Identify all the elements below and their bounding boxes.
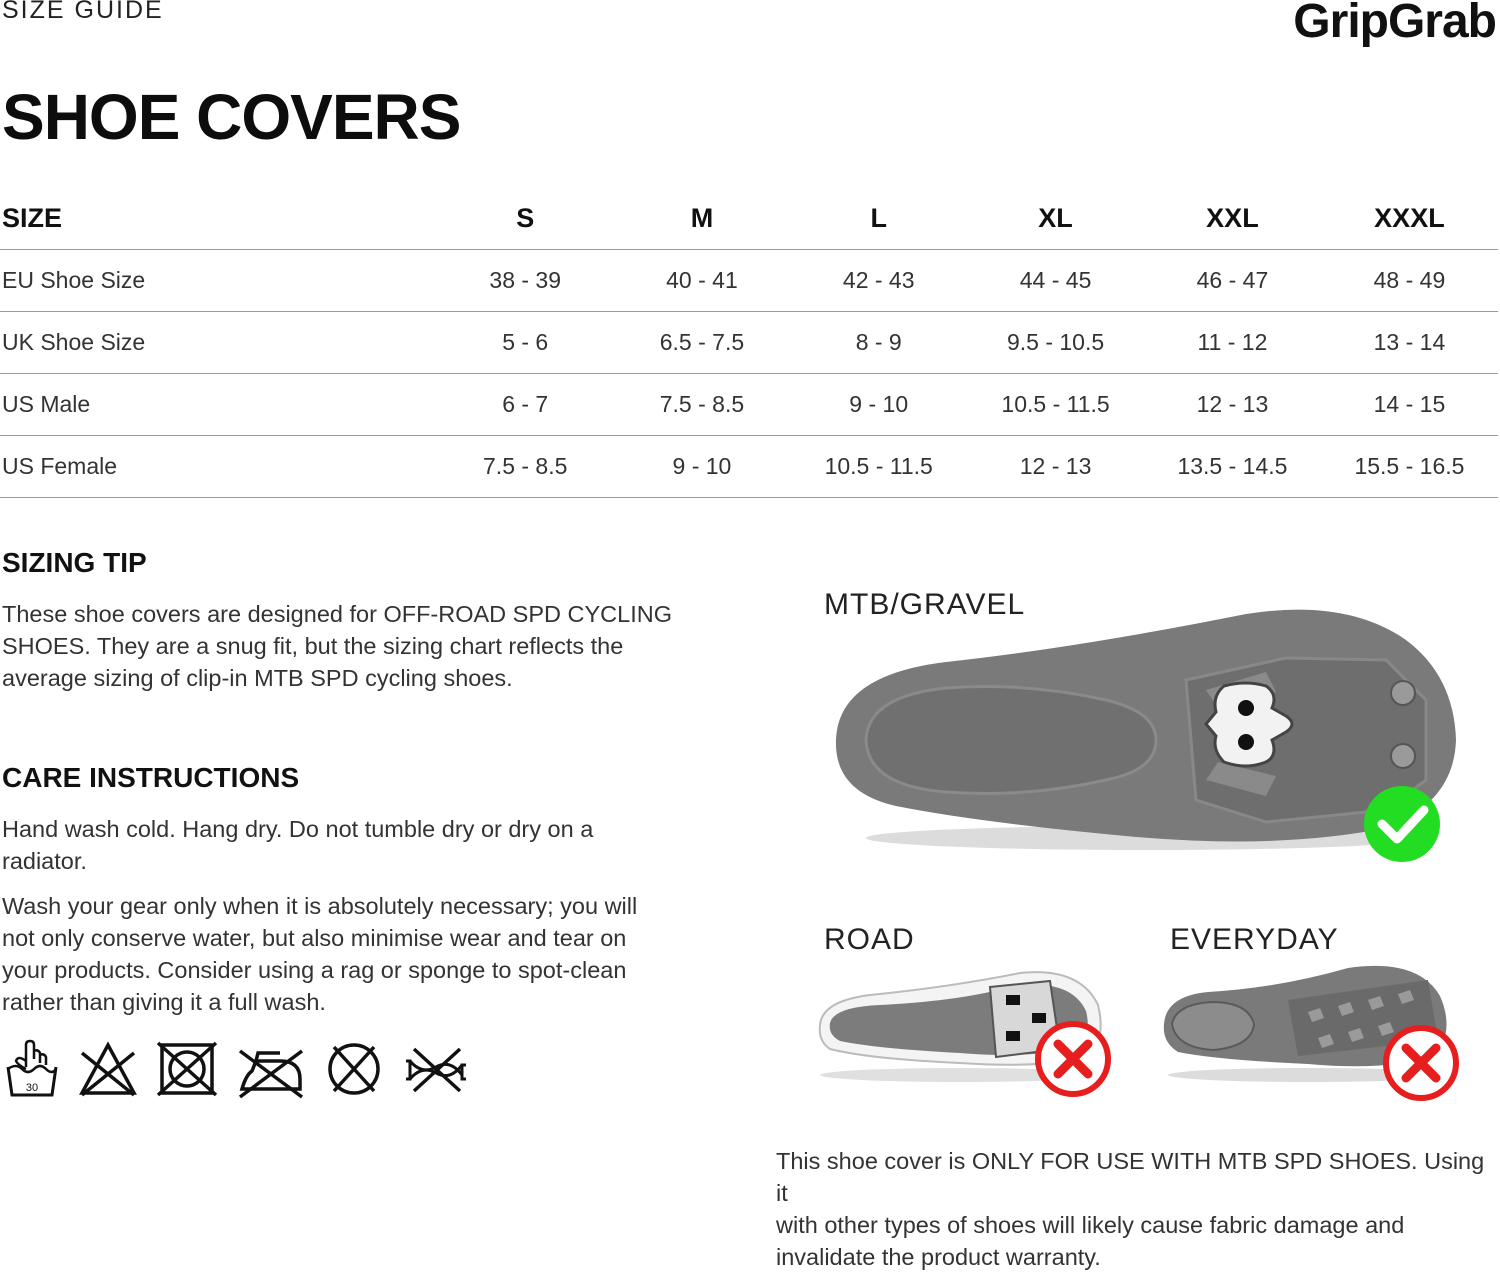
table-cell: 12 - 13 xyxy=(1144,374,1321,436)
text-line: with other types of shoes will likely cause fabric damage and xyxy=(776,1212,1405,1238)
table-cell: 13.5 - 14.5 xyxy=(1144,436,1321,498)
page-title: SHOE COVERS xyxy=(2,81,461,153)
table-header-row xyxy=(0,188,1498,250)
table-cell: 10.5 - 11.5 xyxy=(967,374,1144,436)
table-cell: 7.5 - 8.5 xyxy=(437,436,614,498)
table-cell: 40 - 41 xyxy=(614,250,791,312)
text-line: not only conserve water, but also minimise wear and tear on xyxy=(2,925,627,951)
table-cell: 13 - 14 xyxy=(1321,312,1498,374)
table-cell: 5 - 6 xyxy=(437,312,614,374)
check-icon xyxy=(1362,784,1442,864)
wash-temperature: 30 xyxy=(25,1082,39,1094)
care-text-1 xyxy=(2,813,593,877)
text-line: radiator. xyxy=(2,848,87,874)
text-line: rather than giving it a full wash. xyxy=(2,989,326,1015)
table-cell: 44 - 45 xyxy=(967,250,1144,312)
table-cell: 48 - 49 xyxy=(1321,250,1498,312)
no-wring-icon xyxy=(402,1039,470,1099)
no-dry-clean-icon xyxy=(324,1039,384,1099)
table-cell: 6.5 - 7.5 xyxy=(614,312,791,374)
hand-wash-30-icon xyxy=(4,1037,60,1101)
table-cell: 9.5 - 10.5 xyxy=(967,312,1144,374)
table-cell: 8 - 9 xyxy=(790,312,967,374)
table-cell: 42 - 43 xyxy=(790,250,967,312)
row-label: US Male xyxy=(0,374,437,436)
table-cell: 9 - 10 xyxy=(790,374,967,436)
no-bleach-icon xyxy=(78,1039,138,1099)
table-cell: 14 - 15 xyxy=(1321,374,1498,436)
size-table xyxy=(0,188,1498,498)
size-guide-label: SIZE GUIDE xyxy=(2,0,164,24)
text-line: SHOES. They are a snug fit, but the sizing chart reflects the xyxy=(2,633,624,659)
table-row xyxy=(0,436,1498,498)
compatibility-warning xyxy=(776,1145,1496,1273)
column-header: XXL xyxy=(1144,188,1321,250)
text-line: invalidate the product warranty. xyxy=(776,1244,1101,1270)
table-row xyxy=(0,250,1498,312)
column-header: L xyxy=(790,188,967,250)
row-label: UK Shoe Size xyxy=(0,312,437,374)
text-line: Wash your gear only when it is absolutely necessary; you will xyxy=(2,893,638,919)
sizing-tip-heading: SIZING TIP xyxy=(2,547,147,578)
row-label: US Female xyxy=(0,436,437,498)
table-cell: 15.5 - 16.5 xyxy=(1321,436,1498,498)
table-cell: 9 - 10 xyxy=(614,436,791,498)
column-header: XL xyxy=(967,188,1144,250)
everyday-label: EVERYDAY xyxy=(1170,923,1339,956)
mtb-gravel-label: MTB/GRAVEL xyxy=(824,588,1026,621)
sizing-tip-text xyxy=(2,598,672,694)
table-row xyxy=(0,374,1498,436)
no-iron-icon xyxy=(236,1039,306,1099)
table-cell: 12 - 13 xyxy=(967,436,1144,498)
column-header: M xyxy=(614,188,791,250)
table-cell: 10.5 - 11.5 xyxy=(790,436,967,498)
text-line: These shoe covers are designed for OFF-ROAD SPD CYCLING xyxy=(2,601,672,627)
table-cell: 7.5 - 8.5 xyxy=(614,374,791,436)
cross-icon xyxy=(1382,1024,1460,1102)
text-line: Hand wash cold. Hang dry. Do not tumble dry or dry on a xyxy=(2,816,594,842)
care-text-2 xyxy=(2,890,637,1018)
care-heading: CARE INSTRUCTIONS xyxy=(2,762,300,793)
row-label: EU Shoe Size xyxy=(0,250,437,312)
text-line: average sizing of clip-in MTB SPD cycling shoes. xyxy=(2,665,513,691)
column-header: XXXL xyxy=(1321,188,1498,250)
no-tumble-dry-icon xyxy=(156,1039,218,1099)
brand-logo: GripGrab xyxy=(1293,0,1496,48)
table-cell: 6 - 7 xyxy=(437,374,614,436)
column-header: S xyxy=(437,188,614,250)
table-cell: 46 - 47 xyxy=(1144,250,1321,312)
table-row xyxy=(0,312,1498,374)
text-line: This shoe cover is ONLY FOR USE WITH MTB SPD SHOES. Using it xyxy=(776,1148,1485,1206)
road-label: ROAD xyxy=(824,923,915,956)
table-cell: 11 - 12 xyxy=(1144,312,1321,374)
text-line: your products. Consider using a rag or sponge to spot-clean xyxy=(2,957,627,983)
column-header: SIZE xyxy=(0,188,437,250)
care-icons xyxy=(4,1034,484,1104)
cross-icon xyxy=(1034,1020,1112,1098)
table-cell: 38 - 39 xyxy=(437,250,614,312)
